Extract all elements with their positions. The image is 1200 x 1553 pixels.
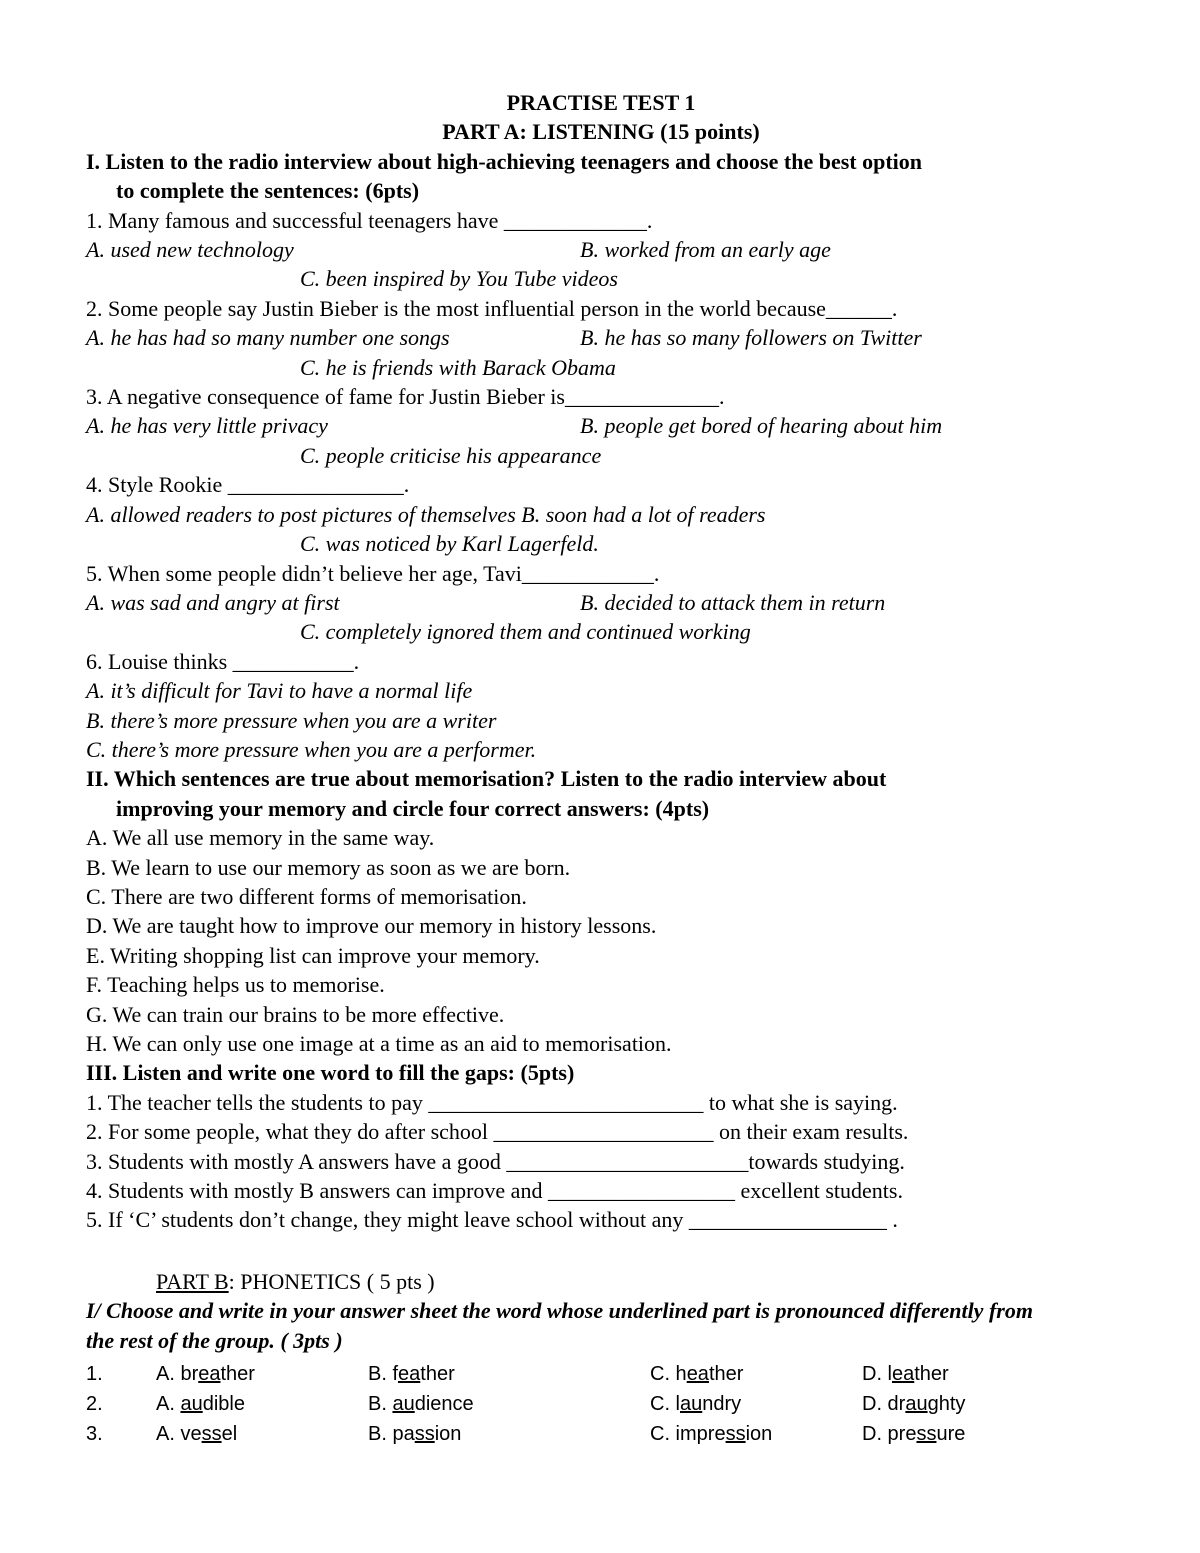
statement-b: B. We learn to use our memory as soon as we are born. — [86, 854, 571, 880]
section3-heading: III. Listen and write one word to fill the gaps: (5pts) — [86, 1060, 575, 1086]
option-b: B. there’s more pressure when you are a writer — [86, 707, 497, 733]
choice-c: C. impression — [650, 1423, 773, 1446]
statement-c: C. There are two different forms of memorisation. — [86, 883, 527, 909]
statement-h: H. We can only use one image at a time as an aid to memorisation. — [86, 1031, 672, 1056]
option-c: C. completely ignored them and continued working — [300, 619, 751, 645]
gap-sentence-5: 5. If ‘C’ students don’t change, they might leave school without any __________________ . — [86, 1207, 898, 1233]
choice-a: A. breather — [156, 1363, 255, 1386]
choice-d: D. leather — [862, 1363, 949, 1386]
statement-g: G. We can train our brains to be more effective. — [86, 1001, 505, 1027]
choice-b: B. feather — [368, 1363, 455, 1386]
statement-f: F. Teaching helps us to memorise. — [86, 972, 385, 998]
question-text: 3. A negative consequence of fame for Justin Bieber is______________. — [86, 384, 725, 410]
choice-b: B. audience — [368, 1393, 474, 1416]
document-page — [86, 88, 1116, 1449]
question-text: 6. Louise thinks ___________. — [86, 648, 360, 674]
gap-sentence-1: 1. The teacher tells the students to pay _________________________ to what she is saying. — [86, 1089, 898, 1115]
part-b-title: : PHONETICS ( 5 pts ) — [228, 1268, 435, 1294]
options-row — [86, 323, 1116, 352]
option-c: C. there’s more pressure when you are a performer. — [86, 736, 537, 762]
option-a-b: A. allowed readers to post pictures of themselves B. soon had a lot of readers — [86, 501, 766, 527]
question-text: 1. Many famous and successful teenagers have _____________. — [86, 207, 653, 233]
part-a-heading: PART A: LISTENING (15 points) — [442, 119, 760, 145]
phonetics-row-1 — [86, 1359, 1116, 1389]
choice-a: A. vessel — [156, 1423, 238, 1446]
test-title: PRACTISE TEST 1 — [506, 90, 696, 115]
statement-e: E. Writing shopping list can improve your memory. — [86, 942, 540, 968]
part-b-label: PART B — [156, 1268, 229, 1294]
option-b: B. worked from an early age — [580, 237, 831, 263]
section1-heading: I. Listen to the radio interview about high-achieving teenagers and choose the best option — [86, 148, 922, 174]
gap-sentence-4: 4. Students with mostly B answers can improve and _________________ excellent students. — [86, 1178, 903, 1204]
phonetics-row-2 — [86, 1389, 1116, 1419]
option-c: C. been inspired by You Tube videos — [300, 266, 618, 292]
phonetics-instruction-cont: the rest of the group. ( 3pts ) — [86, 1327, 343, 1353]
options-row — [86, 500, 1116, 529]
phonetics-instruction: I/ Choose and write in your answer sheet the word whose underlined part is pronounced differently from — [86, 1298, 1033, 1324]
section2-heading-cont: improving your memory and circle four correct answers: (4pts) — [116, 795, 710, 821]
statement-a: A. We all use memory in the same way. — [86, 825, 435, 851]
row-number: 1. — [86, 1363, 103, 1386]
option-b: B. decided to attack them in return — [580, 589, 886, 615]
option-a: A. he has very little privacy — [86, 413, 328, 439]
option-c: C. was noticed by Karl Lagerfeld. — [300, 531, 599, 557]
part-b-heading — [86, 1267, 1116, 1296]
section2-heading: II. Which sentences are true about memorisation? Listen to the radio interview about — [86, 766, 887, 792]
options-row — [86, 235, 1116, 264]
option-a: A. used new technology — [86, 237, 294, 263]
section1-heading-cont: to complete the sentences: (6pts) — [116, 178, 420, 204]
choice-b: B. passion — [368, 1423, 462, 1446]
option-b: B. people get bored of hearing about him — [580, 413, 943, 439]
section1-question-2 — [86, 294, 1116, 382]
question-text: 4. Style Rookie ________________. — [86, 472, 410, 498]
option-c: C. he is friends with Barack Obama — [300, 354, 616, 380]
options-row — [86, 588, 1116, 617]
option-a: A. he has had so many number one songs — [86, 325, 450, 351]
question-text: 2. Some people say Justin Bieber is the most influential person in the world because______. — [86, 295, 898, 321]
statement-d: D. We are taught how to improve our memory in history lessons. — [86, 913, 657, 939]
options-row — [86, 411, 1116, 440]
row-number: 2. — [86, 1393, 103, 1416]
question-text: 5. When some people didn’t believe her age, Tavi____________. — [86, 560, 660, 586]
choice-c: C. laundry — [650, 1393, 742, 1416]
choice-d: D. draughty — [862, 1393, 966, 1416]
choice-c: C. heather — [650, 1363, 744, 1386]
phonetics-row-3 — [86, 1419, 1116, 1449]
choice-d: D. pressure — [862, 1423, 966, 1446]
option-a: A. it’s difficult for Tavi to have a normal life — [86, 678, 473, 704]
choice-a: A. audible — [156, 1393, 245, 1416]
gap-sentence-2: 2. For some people, what they do after school ____________________ on their exam results. — [86, 1119, 909, 1145]
gap-sentence-3: 3. Students with mostly A answers have a good ______________________towards studying. — [86, 1148, 905, 1174]
section1-question-4 — [86, 470, 1116, 558]
option-a: A. was sad and angry at first — [86, 589, 340, 615]
section1-question-5 — [86, 559, 1116, 647]
option-c: C. people criticise his appearance — [300, 442, 602, 468]
option-b: B. he has so many followers on Twitter — [580, 325, 922, 351]
row-number: 3. — [86, 1423, 103, 1446]
section1-question-6 — [86, 647, 1116, 765]
section1-question-1 — [86, 206, 1116, 294]
section1-question-3 — [86, 382, 1116, 470]
